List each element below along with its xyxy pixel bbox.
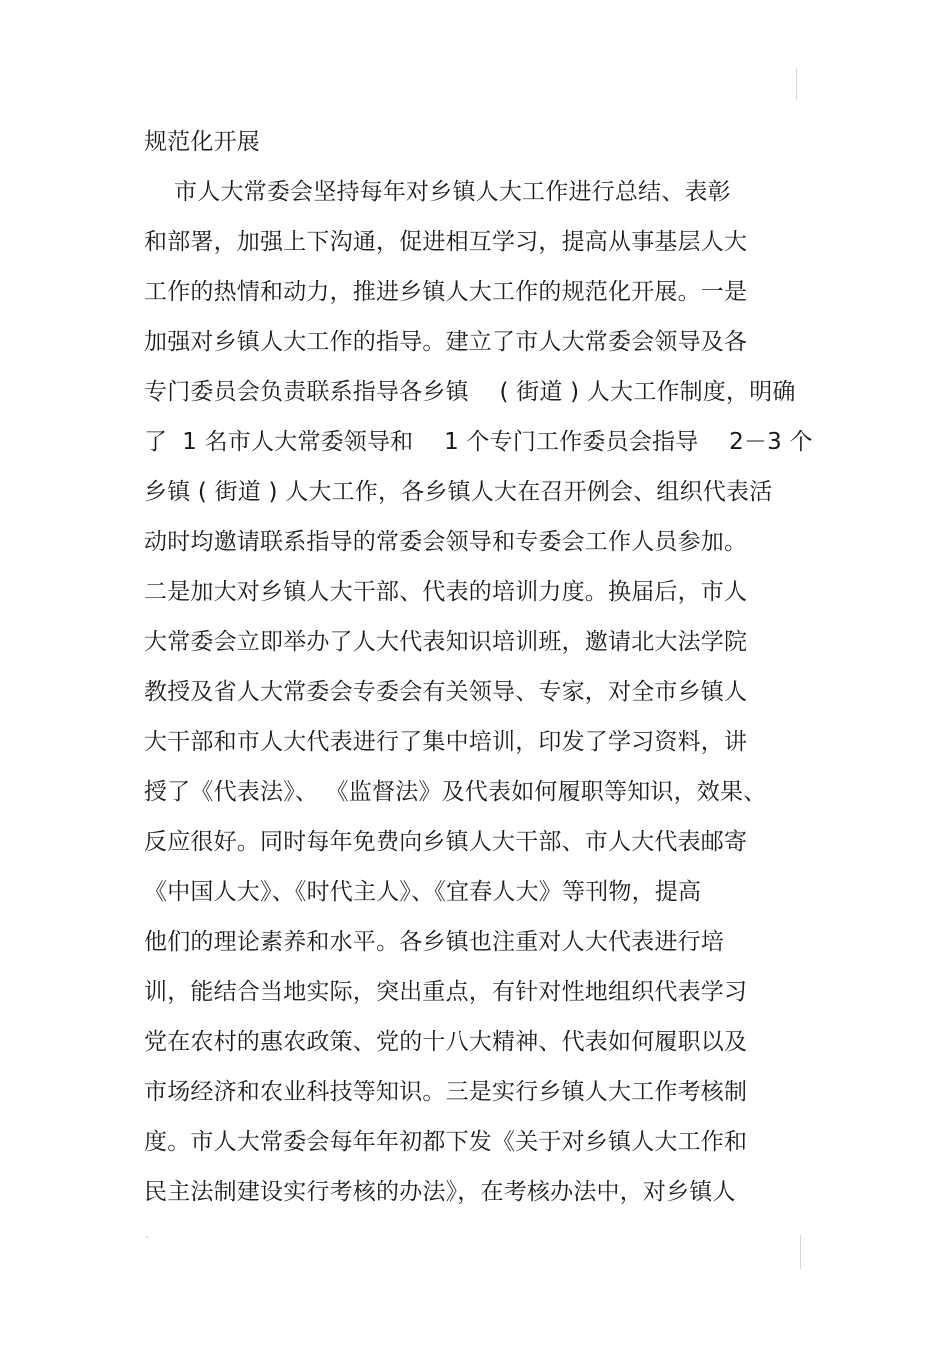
text-line: 了 1 名市人大常委领导和 1 个专门工作委员会指导 2－3 个 bbox=[144, 429, 813, 455]
crop-mark-bottom bbox=[800, 1235, 801, 1269]
text-line: 乡镇 ( 街道 ) 人大工作，各乡镇人大在召开例会、组织代表活 bbox=[144, 479, 773, 505]
crop-mark-top bbox=[796, 68, 797, 100]
text-line: 度。市人大常委会每年年初都下发《关于对乡镇人大工作和 bbox=[144, 1129, 748, 1155]
scan-dot-mark bbox=[146, 1236, 148, 1238]
text-line: 大干部和市人大代表进行了集中培训，印发了学习资料，讲 bbox=[144, 729, 748, 755]
text-line: 二是加大对乡镇人大干部、代表的培训力度。换届后，市人 bbox=[144, 579, 748, 605]
text-line: 规范化开展 bbox=[144, 129, 260, 155]
text-line: 专门委员会负责联系指导各乡镇 ( 街道 ) 人大工作制度，明确 bbox=[144, 379, 796, 405]
text-line: 训，能结合当地实际，突出重点，有针对性地组织代表学习 bbox=[144, 979, 748, 1005]
text-line: 市场经济和农业科技等知识。三是实行乡镇人大工作考核制 bbox=[144, 1079, 748, 1105]
text-line: 《中国人大》、《时代主人》、《宜春人大》等刊物，提高 bbox=[144, 879, 702, 905]
text-line: 动时均邀请联系指导的常委会领导和专委会工作人员参加。 bbox=[144, 529, 748, 555]
text-line: 工作的热情和动力，推进乡镇人大工作的规范化开展。一是 bbox=[144, 279, 748, 305]
text-line: 他们的理论素养和水平。各乡镇也注重对人大代表进行培 bbox=[144, 929, 724, 955]
text-line: 大常委会立即举办了人大代表知识培训班，邀请北大法学院 bbox=[144, 629, 748, 655]
text-line: 党在农村的惠农政策、党的十八大精神、代表如何履职以及 bbox=[144, 1029, 748, 1055]
text-line: 加强对乡镇人大工作的指导。建立了市人大常委会领导及各 bbox=[144, 329, 748, 355]
text-line: 市人大常委会坚持每年对乡镇人大工作进行总结、表彰 bbox=[144, 179, 731, 205]
text-line: 民主法制建设实行考核的办法》，在考核办法中，对乡镇人 bbox=[144, 1179, 736, 1205]
text-line: 反应很好。同时每年免费向乡镇人大干部、市人大代表邮寄 bbox=[144, 829, 748, 855]
text-line: 授了《代表法》、 《监督法》及代表如何履职等知识，效果、 bbox=[144, 779, 767, 805]
text-line: 和部署，加强上下沟通，促进相互学习，提高从事基层人大 bbox=[144, 229, 748, 255]
text-line: 教授及省人大常委会专委会有关领导、专家，对全市乡镇人 bbox=[144, 679, 748, 705]
